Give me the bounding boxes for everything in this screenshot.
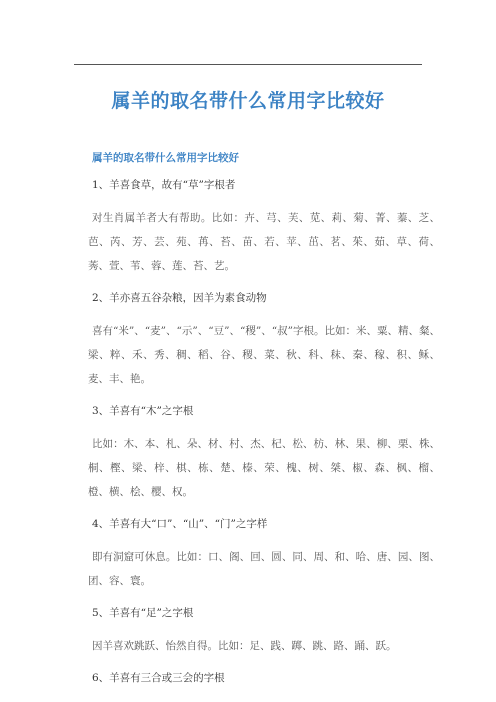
section-heading-4: 4、羊喜有大“口”、“山”、“门”之字样 — [92, 518, 268, 530]
section-body-4: 即有洞窟可休息。比如：口、阁、回、圆、同、周、和、哈、唐、园、图、团、容、寰。 — [88, 551, 440, 587]
header-rule — [74, 64, 422, 65]
section-heading-2: 2、羊亦喜五谷杂粮，因羊为素食动物 — [92, 292, 267, 304]
article-body — [88, 150, 440, 699]
section-body-1: 对生肖属羊者大有帮助。比如：卉、芎、芙、苋、莉、菊、菁、蓁、芝、芭、芮、芳、芸、苑、苒、苔、苗、若、苹、茁、茗、茱、茹、草、荷、莠、萱、苇、蓉、莲、苔、艺。 — [88, 212, 440, 272]
section-heading-5: 5、羊喜有“足”之字根 — [92, 607, 194, 619]
section-body-2: 喜有“米”、“麦”、“示”、“豆”、“稷”、“叔”字根。比如：米、粟、精、粲、梁、粹、禾、秀、稠、稻、谷、稷、菜、秋、科、秣、秦、稼、积、稣、麦、丰、艳。 — [88, 325, 440, 385]
article-subtitle: 属羊的取名带什么常用字比较好 — [92, 152, 239, 164]
section-heading-6: 6、羊喜有三合或三会的字根 — [92, 672, 225, 684]
section-heading-3: 3、羊喜有“木”之字根 — [92, 405, 194, 417]
page-title: 属羊的取名带什么常用字比较好 — [111, 90, 385, 112]
section-body-3: 比如：木、本、札、朵、材、村、杰、杞、松、枋、林、果、柳、栗、株、桐、樫、梁、梓、棋、栋、楚、榛、荣、槐、树、桀、椒、森、枫、榴、橙、横、桧、樱、权。 — [88, 438, 440, 498]
section-body-5: 因羊喜欢跳跃、怡然自得。比如：足、践、踯、跳、路、踊、跃。 — [92, 640, 397, 652]
section-heading-1: 1、羊喜食草，故有“草”字根者 — [92, 179, 236, 191]
